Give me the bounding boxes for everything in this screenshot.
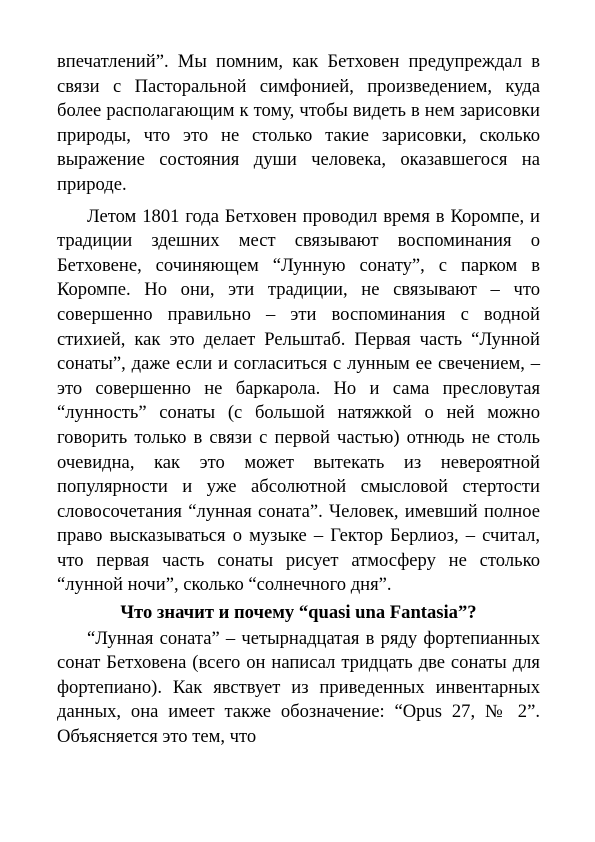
paragraph-continuation: впечатлений”. Мы помним, как Бетховен предупреждал в связи с Пасторальной симфонией, произведением, куда более располагающим к тому, чтобы видеть в нем зарисовки природы, что это не столько такие зарисовки, сколько выражение состояния души человека, оказавшегося на природе. bbox=[57, 51, 540, 195]
section-heading: Что значит и почему “quasi una Fantasia”? bbox=[120, 602, 477, 624]
paragraph-opus: “Лунная соната” – четырнадцатая в ряду фортепианных сонат Бетховена (всего он написал тридцать две сонаты для фортепиано). Как явствует из приведенных инвентарных данных, она имеет также обозначение: “Opus 27, № 2”. Объясняется это тем, что bbox=[57, 627, 540, 748]
document-page bbox=[57, 50, 540, 750]
paragraph-koromp: Летом 1801 года Бетховен проводил время в Коромпе, и традиции здешних мест связывают воспоминания о Бетховене, сочиняющем “Лунную сонату”, с парком в Коромпе. Но они, эти традиции, не связывают – что совершенно правильно – эти воспоминания с водной стихией, как это делает Рельштаб. Первая часть “Лунной сонаты”, даже если и согласиться с лунным ее свечением, – это совершенно не баркарола. Но и сама пресловутая “лунность” сонаты (с большой натяжкой о ней можно говорить только в связи с первой частью) отнюдь не столь очевидна, как это может вытекать из невероятной популярности и уже абсолютной смысловой стертости словосочетания “лунная соната”. Человек, имевший полное право высказываться о музыке – Гектор Берлиоз, – считал, что первая часть сонаты рисует атмосферу не столько “лунной ночи”, сколько “солнечного дня”. bbox=[57, 205, 540, 596]
